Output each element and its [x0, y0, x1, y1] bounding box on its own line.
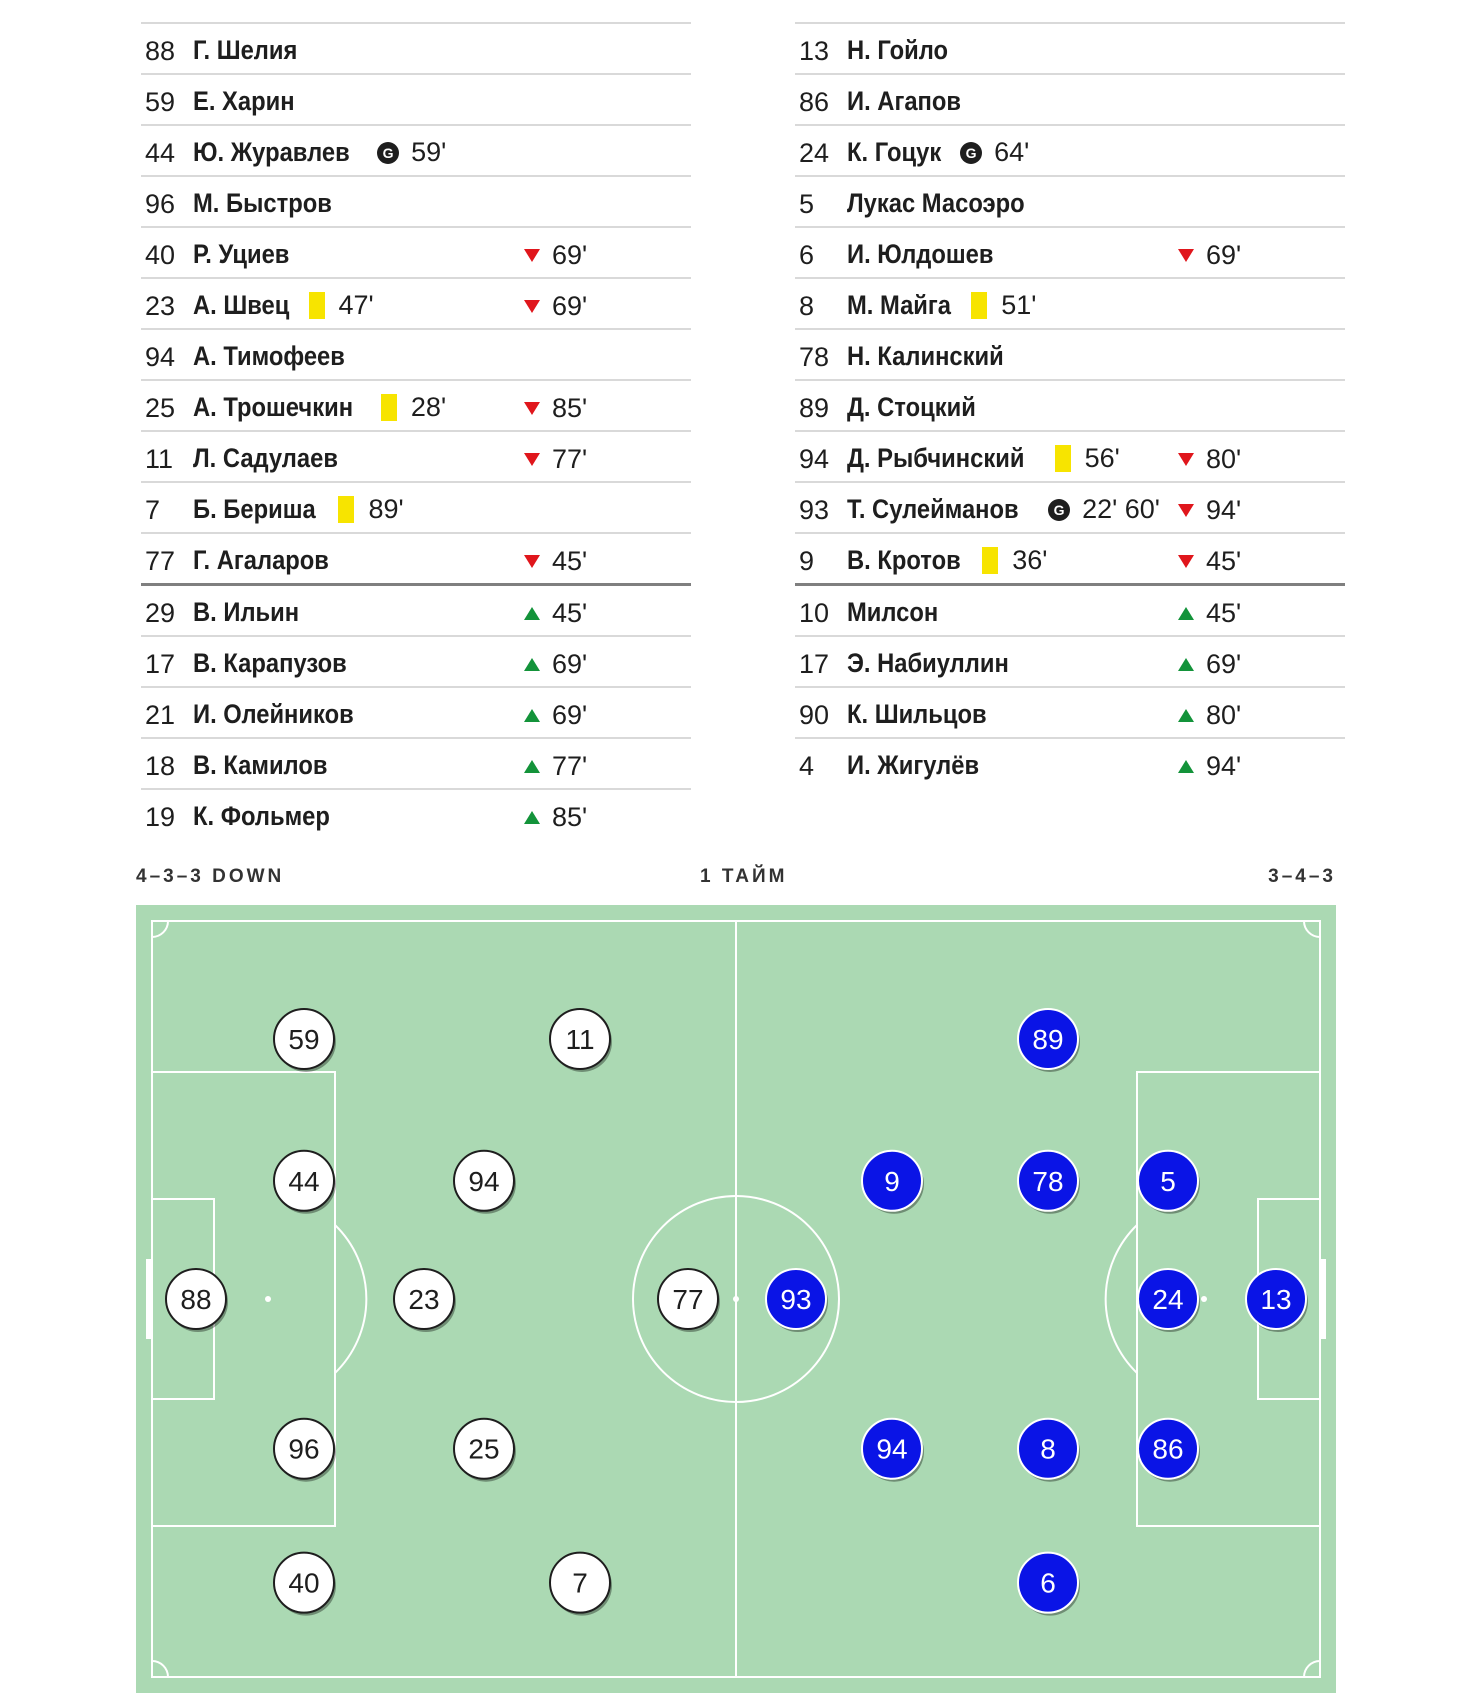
player-name: Р. Уциев — [193, 239, 290, 269]
player-name: Б. Бериша — [193, 494, 316, 524]
sub-out-arrow-icon — [524, 402, 540, 415]
starter-row — [141, 532, 691, 583]
player-number: 96 — [145, 189, 176, 219]
away-penalty-spot — [1201, 1296, 1207, 1302]
player-info — [193, 188, 351, 219]
starter-row — [795, 226, 1345, 277]
player-number: 93 — [799, 495, 830, 525]
player-name: Д. Стоцкий — [847, 392, 976, 422]
sub-minute: 77' — [552, 444, 588, 474]
player-name: Г. Шелия — [193, 35, 298, 65]
starter-row — [141, 226, 691, 277]
player-name: Лукас Масоэро — [847, 188, 1025, 218]
sub-minute: 69' — [1206, 240, 1242, 270]
marker-number: 78 — [1032, 1165, 1064, 1197]
player-number: 11 — [145, 444, 174, 474]
sub-minute: 45' — [1206, 546, 1242, 576]
sub-minute: 80' — [1206, 444, 1242, 474]
sub-minute: 45' — [1206, 598, 1242, 628]
substitute-row — [141, 635, 691, 686]
marker-number: 89 — [1032, 1023, 1064, 1055]
player-info — [847, 545, 1047, 576]
starter-row — [141, 481, 691, 532]
player-name: В. Ильин — [193, 597, 300, 627]
yellow-card-event — [338, 494, 403, 525]
sub-in-arrow-icon — [524, 709, 540, 722]
player-name: Л. Садулаев — [193, 443, 338, 473]
sub-out-event — [524, 546, 587, 577]
player-info — [847, 239, 1013, 270]
player-number: 19 — [145, 802, 176, 832]
substitute-row — [141, 737, 691, 788]
player-info — [193, 597, 314, 628]
player-name: Н. Калинский — [847, 341, 1004, 371]
player-number: 40 — [145, 240, 176, 270]
sub-out-event — [1178, 495, 1241, 526]
yellow-card-icon — [1055, 445, 1071, 472]
player-number: 89 — [799, 393, 830, 423]
sub-in-event — [1178, 649, 1241, 680]
sub-minute: 45' — [552, 546, 588, 576]
substitute-row — [795, 737, 1345, 788]
player-info — [193, 801, 349, 832]
sub-out-arrow-icon — [524, 555, 540, 568]
player-name: Е. Харин — [193, 86, 295, 116]
starter-row — [141, 175, 691, 226]
starter-row — [795, 73, 1345, 124]
starter-row — [141, 277, 691, 328]
player-number: 21 — [145, 700, 176, 730]
yellow-card-icon — [971, 292, 987, 319]
player-info — [847, 597, 951, 628]
yellow-card-icon — [982, 547, 998, 574]
yellow-card-event — [971, 290, 1036, 321]
marker-number: 94 — [876, 1433, 908, 1465]
sub-in-event — [524, 751, 587, 782]
marker-number: 96 — [288, 1433, 320, 1465]
goal-event — [377, 137, 446, 168]
player-info — [847, 494, 1160, 525]
player-number: 88 — [145, 36, 176, 66]
sub-out-event — [1178, 546, 1241, 577]
starter-row — [795, 328, 1345, 379]
sub-minute: 69' — [1206, 649, 1242, 679]
starter-row — [795, 22, 1345, 73]
football-pitch — [136, 905, 1336, 1693]
card-minute: 56' — [1084, 443, 1120, 473]
marker-number: 9 — [884, 1165, 900, 1197]
home-goal — [146, 1259, 152, 1339]
player-name: Э. Набиуллин — [847, 648, 1009, 678]
goal-minute: 59' — [411, 137, 447, 167]
player-number: 90 — [799, 700, 830, 730]
sub-in-event — [1178, 751, 1241, 782]
marker-number: 77 — [672, 1284, 704, 1315]
player-name: А. Тимофеев — [193, 341, 345, 371]
sub-out-event — [524, 240, 587, 271]
player-info — [193, 392, 446, 423]
player-name: Д. Рыбчинский — [847, 443, 1025, 473]
starter-row — [795, 379, 1345, 430]
starter-row — [795, 481, 1345, 532]
sub-in-event — [524, 598, 587, 629]
player-name: Милсон — [847, 597, 939, 627]
starter-row — [141, 73, 691, 124]
sub-out-arrow-icon — [1178, 453, 1194, 466]
player-info — [847, 443, 1120, 474]
home-lineup — [141, 22, 691, 839]
starter-row — [795, 532, 1345, 583]
starter-row — [141, 430, 691, 481]
marker-number: 23 — [408, 1284, 440, 1315]
sub-out-event — [524, 291, 587, 322]
player-number: 9 — [799, 546, 815, 576]
player-number: 5 — [799, 189, 815, 219]
marker-number: 93 — [780, 1284, 812, 1315]
yellow-card-event — [381, 392, 446, 423]
soccer-ball-icon: G — [377, 142, 399, 164]
sub-in-arrow-icon — [524, 760, 540, 773]
player-number: 10 — [799, 598, 830, 628]
sub-out-arrow-icon — [1178, 249, 1194, 262]
sub-minute: 94' — [1206, 751, 1242, 781]
sub-in-event — [524, 802, 587, 833]
player-info — [847, 137, 1029, 168]
player-info — [193, 545, 347, 576]
player-info — [847, 290, 1036, 321]
sub-in-arrow-icon — [1178, 658, 1194, 671]
player-name: М. Майга — [847, 290, 952, 320]
goal-event — [960, 137, 1029, 168]
player-info — [193, 86, 308, 117]
starter-row — [141, 22, 691, 73]
card-minute: 36' — [1012, 545, 1048, 575]
yellow-card-event — [982, 545, 1047, 576]
sub-in-event — [524, 649, 587, 680]
substitute-row — [141, 686, 691, 737]
starter-row — [141, 379, 691, 430]
player-name: И. Олейников — [193, 699, 354, 729]
player-info — [193, 35, 312, 66]
substitute-row — [141, 788, 691, 839]
center-spot — [733, 1296, 739, 1302]
goal-event — [1048, 494, 1160, 525]
sub-in-event — [1178, 598, 1241, 629]
player-name: Н. Гойло — [847, 35, 949, 65]
sub-out-event — [1178, 444, 1241, 475]
sub-in-arrow-icon — [1178, 607, 1194, 620]
sub-in-event — [1178, 700, 1241, 731]
sub-in-arrow-icon — [1178, 709, 1194, 722]
player-name: А. Швец — [193, 290, 290, 320]
player-info — [193, 648, 368, 679]
home-penalty-spot — [265, 1296, 271, 1302]
player-info — [193, 443, 358, 474]
sub-in-arrow-icon — [524, 811, 540, 824]
player-info — [847, 648, 1031, 679]
yellow-card-icon — [338, 496, 354, 523]
player-name: М. Быстров — [193, 188, 332, 218]
player-name: К. Фольмер — [193, 801, 330, 831]
yellow-card-icon — [309, 292, 325, 319]
away-lineup — [795, 22, 1345, 788]
substitute-row — [795, 583, 1345, 635]
marker-number: 5 — [1160, 1165, 1176, 1197]
player-number: 18 — [145, 751, 176, 781]
sub-out-arrow-icon — [1178, 504, 1194, 517]
sub-out-arrow-icon — [1178, 555, 1194, 568]
player-number: 25 — [145, 393, 176, 423]
sub-minute: 85' — [552, 393, 588, 423]
substitute-row — [795, 635, 1345, 686]
sub-in-arrow-icon — [1178, 760, 1194, 773]
pitch-drawing — [136, 905, 1336, 1693]
player-number: 44 — [145, 138, 176, 168]
sub-out-event — [1178, 240, 1241, 271]
player-number: 4 — [799, 751, 815, 781]
marker-number: 59 — [288, 1023, 320, 1055]
player-name: А. Трошечкин — [193, 392, 354, 422]
player-number: 24 — [799, 138, 830, 168]
period-label: 1 ТАЙМ — [700, 866, 788, 887]
away-formation-label: 3–4–3 — [1268, 866, 1336, 887]
card-minute: 47' — [338, 290, 374, 320]
yellow-card-event — [1055, 443, 1120, 474]
goal-minute: 64' — [994, 137, 1030, 167]
soccer-ball-icon: G — [1048, 499, 1070, 521]
player-info — [193, 137, 446, 168]
sub-minute: 80' — [1206, 700, 1242, 730]
player-info — [847, 392, 993, 423]
player-number: 17 — [145, 649, 176, 679]
player-info — [847, 35, 962, 66]
sub-out-arrow-icon — [524, 453, 540, 466]
sub-minute: 69' — [552, 240, 588, 270]
sub-minute: 77' — [552, 751, 588, 781]
player-name: К. Шильцов — [847, 699, 987, 729]
sub-in-event — [524, 700, 587, 731]
yellow-card-icon — [381, 394, 397, 421]
player-number: 94 — [799, 444, 830, 474]
soccer-ball-icon: G — [960, 142, 982, 164]
marker-number: 13 — [1260, 1284, 1292, 1315]
player-info — [193, 290, 374, 321]
sub-in-arrow-icon — [524, 607, 540, 620]
player-name: Г. Агаларов — [193, 545, 329, 575]
goal-minute: 22' 60' — [1082, 494, 1160, 524]
marker-number: 88 — [180, 1284, 212, 1315]
player-name: В. Камилов — [193, 750, 328, 780]
player-info — [193, 494, 404, 525]
substitute-row — [795, 686, 1345, 737]
marker-number: 25 — [468, 1433, 500, 1465]
player-number: 6 — [799, 240, 815, 270]
marker-number: 86 — [1152, 1433, 1184, 1465]
sub-out-arrow-icon — [524, 300, 540, 313]
starter-row — [795, 124, 1345, 175]
player-number: 8 — [799, 291, 815, 321]
sub-minute: 69' — [552, 700, 588, 730]
sub-minute: 94' — [1206, 495, 1242, 525]
player-number: 17 — [799, 649, 830, 679]
starter-row — [795, 175, 1345, 226]
player-info — [847, 341, 1025, 372]
starter-row — [141, 124, 691, 175]
starter-row — [795, 277, 1345, 328]
marker-number: 7 — [572, 1567, 588, 1599]
sub-minute: 85' — [552, 802, 588, 832]
card-minute: 89' — [368, 494, 404, 524]
sub-out-event — [524, 444, 587, 475]
sub-minute: 69' — [552, 291, 588, 321]
marker-number: 40 — [288, 1567, 320, 1599]
player-number: 86 — [799, 87, 830, 117]
player-number: 7 — [145, 495, 161, 525]
starter-row — [141, 328, 691, 379]
sub-out-event — [524, 393, 587, 424]
away-goal — [1320, 1259, 1326, 1339]
player-info — [193, 750, 346, 781]
marker-number: 44 — [288, 1165, 320, 1197]
player-name: И. Агапов — [847, 86, 962, 116]
yellow-card-event — [309, 290, 374, 321]
player-info — [847, 699, 1006, 730]
player-name: Ю. Журавлев — [193, 137, 350, 167]
player-info — [847, 188, 1049, 219]
starter-row — [795, 430, 1345, 481]
marker-number: 24 — [1152, 1284, 1184, 1315]
marker-number: 94 — [468, 1165, 500, 1197]
player-number: 94 — [145, 342, 176, 372]
sub-out-arrow-icon — [524, 249, 540, 262]
player-number: 29 — [145, 598, 176, 628]
player-info — [193, 341, 366, 372]
marker-number: 11 — [565, 1023, 595, 1055]
player-number: 78 — [799, 342, 830, 372]
player-number: 59 — [145, 87, 176, 117]
player-info — [193, 239, 303, 270]
marker-number: 6 — [1040, 1567, 1056, 1599]
marker-number: 8 — [1040, 1433, 1056, 1465]
card-minute: 51' — [1001, 290, 1037, 320]
player-number: 23 — [145, 291, 176, 321]
player-name: К. Гоцук — [847, 137, 942, 167]
player-number: 77 — [145, 546, 176, 576]
sub-minute: 69' — [552, 649, 588, 679]
sub-minute: 45' — [552, 598, 588, 628]
player-name: И. Юлдошев — [847, 239, 994, 269]
player-name: В. Кротов — [847, 545, 961, 575]
player-name: И. Жигулёв — [847, 750, 980, 780]
player-name: Т. Сулейманов — [847, 494, 1019, 524]
substitute-row — [141, 583, 691, 635]
player-name: В. Карапузов — [193, 648, 347, 678]
home-formation-label: 4–3–3 DOWN — [136, 866, 285, 887]
player-info — [847, 86, 977, 117]
player-number: 13 — [799, 36, 830, 66]
player-info — [193, 699, 376, 730]
card-minute: 28' — [410, 392, 447, 422]
player-info — [847, 750, 997, 781]
sub-in-arrow-icon — [524, 658, 540, 671]
